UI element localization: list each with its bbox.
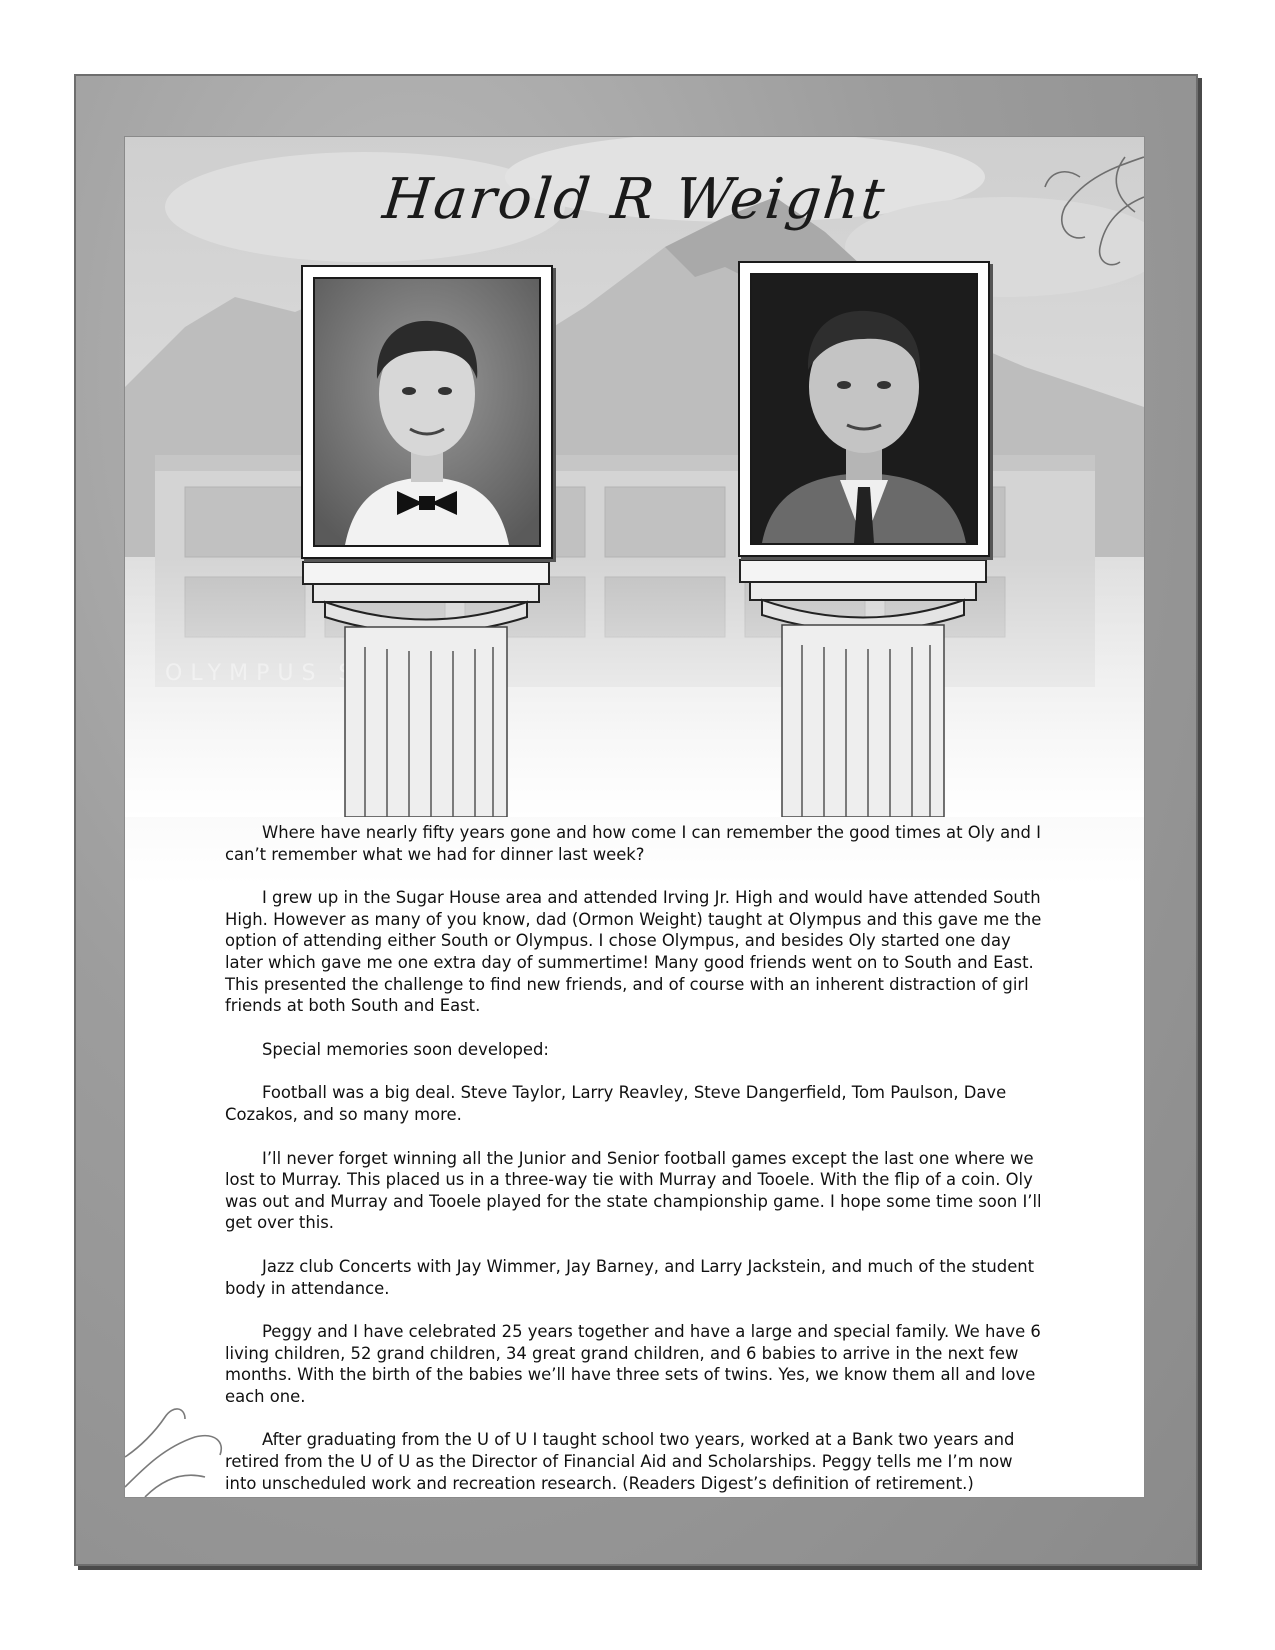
paragraph: Jazz club Concerts with Jay Wimmer, Jay Barney, and Larry Jackstein, and much of the student body in attendance. xyxy=(225,1256,1035,1298)
page-title: Harold R Weight xyxy=(379,167,890,232)
paragraph: I’ll never forget winning all the Junior and Senior football games except the last one where we lost to Murray. This placed us in a three-way tie with Murray and Tooele. With the flip of a coin. Oly was out and Murray and Tooele played for the state championship game. I hope some time soon I’ll get over this. xyxy=(225,1148,1042,1233)
background-scene xyxy=(125,137,1144,817)
content-panel xyxy=(124,136,1145,1498)
paragraph: Peggy and I have celebrated 25 years together and have a large and special family. We have 6 living children, 52 grand children, 34 great grand children, and 6 babies to arrive in the next few months. With the birth of the babies we’ll have three sets of twins. Yes, we know them all and love each one. xyxy=(225,1322,1041,1406)
photo-older-frame xyxy=(738,261,990,557)
scene-fade xyxy=(125,557,1144,817)
paragraph: After graduating from the U of U I taught school two years, worked at a Bank two years and retired from the U of U as the Director of Financial Aid and Scholarships. Peggy tells me I’m now into unscheduled work and recreation research. (Readers Digest’s definition of retirement.) xyxy=(225,1430,1015,1493)
photo-young-frame xyxy=(301,265,553,559)
portrait-older-man-suit-icon xyxy=(750,273,978,545)
paragraph: I grew up in the Sugar House area and attended Irving Jr. High and would have attended South High. However as many of you know, dad (Ormon Weight) taught at Olympus and this gave me the option of attending either South or Olympus. I chose Olympus, and besides Oly started one day later which gave me one extra day of summertime! Many good friends went on to South and East. This presented the challenge to find new friends, and of course with an inherent distraction of girl friends at both South and East. xyxy=(225,888,1042,1016)
paragraph: Football was a big deal. Steve Taylor, Larry Reavley, Steve Dangerfield, Tom Paulson, Dave Cozakos, and so many more. xyxy=(225,1083,1007,1124)
article-body xyxy=(225,822,1045,1498)
paragraph: Special memories soon developed: xyxy=(262,1039,549,1059)
portrait-young-man-bowtie-icon xyxy=(313,277,541,547)
paragraph: Where have nearly fifty years gone and how come I can remember the good times at Oly and I can’t remember what we had for dinner last week? xyxy=(225,823,1041,864)
page-border-frame xyxy=(74,74,1198,1566)
